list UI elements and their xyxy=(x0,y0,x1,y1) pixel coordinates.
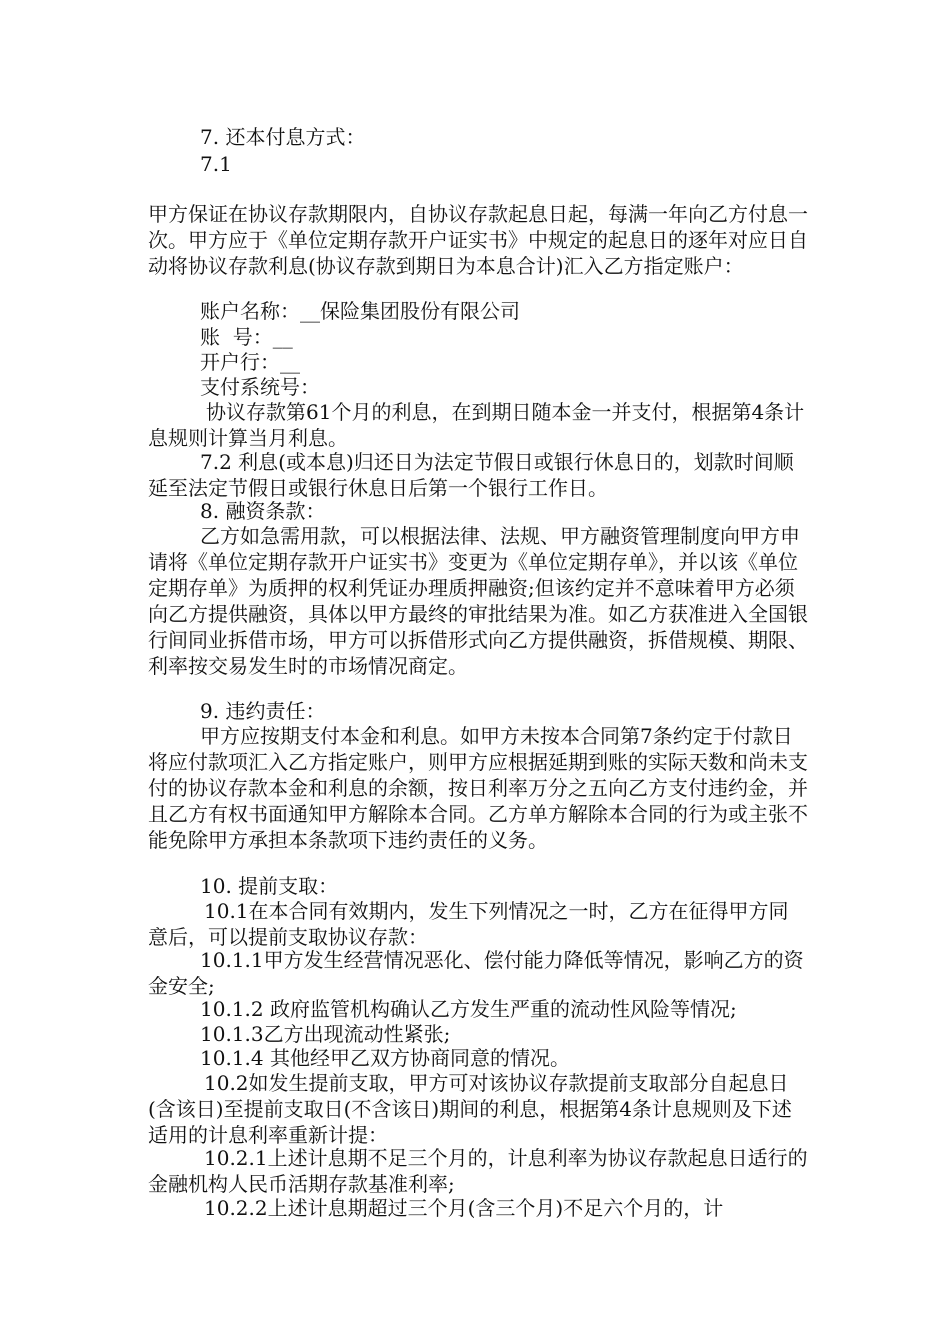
line-10-1-2: 10.1.2 政府监管机构确认乙方发生严重的流动性风险等情况; xyxy=(200,997,737,1021)
paragraph-10-2-2: 10.2.2上述计息期超过三个月(含三个月)不足六个月的，计 xyxy=(204,1196,724,1220)
section-9-heading: 9. 违约责任： xyxy=(200,699,326,723)
paragraph-10-1: 10.1在本合同有效期内，发生下列情况之一时，乙方在征得甲方同意后，可以提前支取协议存款： xyxy=(148,899,789,949)
section-8-heading: 8. 融资条款： xyxy=(200,499,326,523)
paragraph-default-liability: 甲方应按期支付本金和利息。如甲方未按本合同第7条约定于付款日将应付款项汇入乙方指定账户，则甲方应根据延期到账的实际天数和尚未支付的协议存款本金和利息的余额，按日利率万分之五向乙方支付违约金，并且乙方有权书面通知甲方解除本合同。乙方单方解除本合同的行为或主张不能免除甲方承担本条款项下违约责任的义务。 xyxy=(148,724,808,852)
paragraph-61st-month: 协议存款第61个月的利息，在到期日随本金一并支付，根据第4条计息规则计算当月利息。 xyxy=(148,400,805,450)
section-7-1-number: 7.1 xyxy=(200,152,232,176)
payment-system-line: 支付系统号： xyxy=(200,375,320,399)
line-10-1-4: 10.1.4 其他经甲乙双方协商同意的情况。 xyxy=(200,1046,570,1070)
paragraph-10-2: 10.2如发生提前支取，甲方可对该协议存款提前支取部分自起息日(含该日)至提前支取日(不含该日)期间的利息，根据第4条计息规则及下述适用的计息利率重新计提： xyxy=(148,1071,792,1147)
paragraph-7-2: 7.2 利息(或本息)归还日为法定节假日或银行休息日的，划款时间顺延至法定节假日或银行休息日后第一个银行工作日。 xyxy=(148,450,794,500)
section-7-heading: 7. 还本付息方式： xyxy=(200,125,366,149)
bank-line: 开户行：__ xyxy=(200,350,300,374)
line-10-1-3: 10.1.3乙方出现流动性紧张; xyxy=(200,1022,451,1046)
account-number-line: 账 号：__ xyxy=(200,325,293,349)
paragraph-financing: 乙方如急需用款，可以根据法律、法规、甲方融资管理制度向甲方申请将《单位定期存款开户证实书》变更为《单位定期存单》，并以该《单位定期存单》为质押的权利凭证办理质押融资;但该约定并不意味着甲方必须向乙方提供融资，具体以甲方最终的审批结果为准。如乙方获准进入全国银行间同业拆借市场，甲方可以拆借形式向乙方提供融资，拆借规模、期限、利率按交易发生时的市场情况商定。 xyxy=(148,524,808,678)
section-10-heading: 10. 提前支取： xyxy=(200,874,339,898)
paragraph-10-1-1: 10.1.1甲方发生经营情况恶化、偿付能力降低等情况，影响乙方的资金安全; xyxy=(148,948,804,998)
paragraph-10-2-1: 10.2.1上述计息期不足三个月的，计息利率为协议存款起息日适行的金融机构人民币活期存款基准利率; xyxy=(148,1146,808,1196)
paragraph-interest-payment: 甲方保证在协议存款期限内，自协议存款起息日起，每满一年向乙方付息一次。甲方应于《单位定期存款开户证实书》中规定的起息日的逐年对应日自动将协议存款利息(协议存款到期日为本息合计)汇入乙方指定账户： xyxy=(148,202,808,278)
account-name-line: 账户名称：__保险集团股份有限公司 xyxy=(200,299,520,323)
